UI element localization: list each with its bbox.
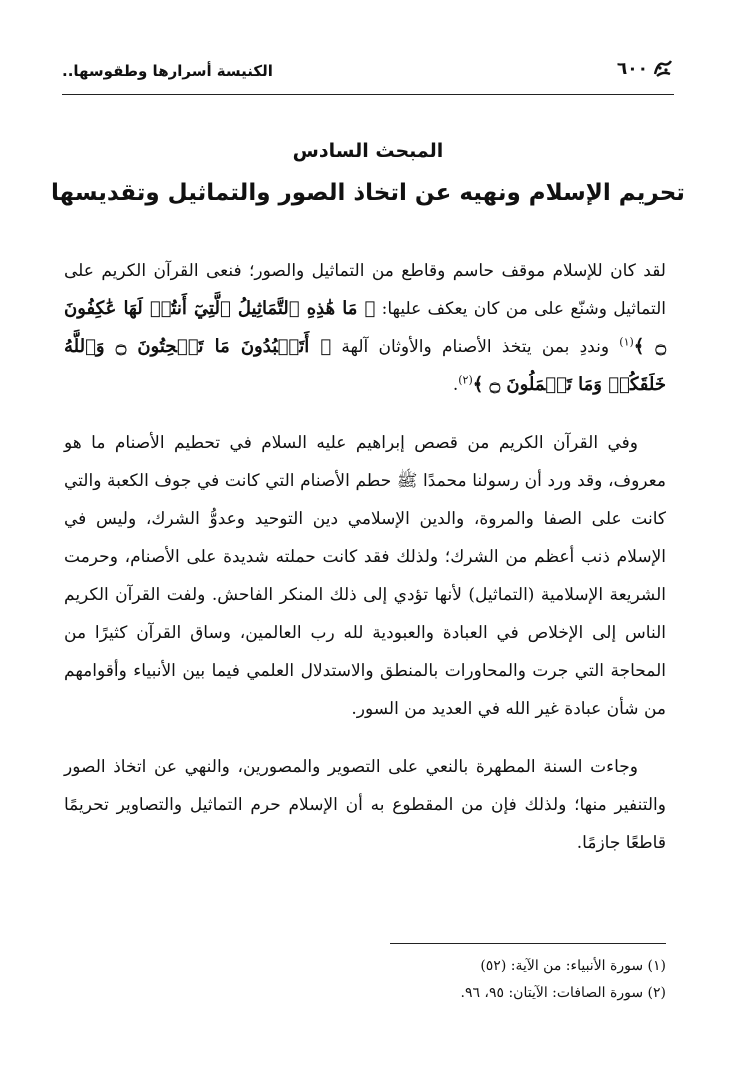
footnotes [64,953,666,1007]
page-header [62,58,674,92]
paragraph-1 [64,252,666,404]
header-divider [62,94,674,95]
footnote-1: (١) سورة الأنبياء: من الآية: (٥٢) [480,958,666,974]
ornament-icon [652,58,674,80]
paragraph-2: وفي القرآن الكريم من قصص إبراهيم عليه السلام في تحطيم الأصنام ما هو معروف، وقد ورد أن رسولنا محمدًا ﷺ حطم الأصنام التي كانت في جوف الكعبة والتي كانت على الصفا والمروة، والدين الإسلامي دين التوحيد وعدوُّ الشرك، وليس في الإسلام ذنب أعظم من الشرك؛ ولذلك فقد كانت حملته شديدة على الأصنام، وحرمت الشريعة الإسلامية (التماثيل) لأنها تؤدي إلى ذلك المنكر الفاحش. ولفت القرآن الكريم الناس إلى الإخلاص في العبادة والعبودية لله رب العالمين، وساق القرآن كثيرًا من المحاجة التي جرت والمحاورات بالمنطق والاستدلال العلمي فيما بين الأنبياء وأقوامهم من شأن عبادة غير الله في العديد من السور. [64,433,666,719]
paragraph-3: وجاءت السنة المطهرة بالنعي على التصوير والمصورين، والنهي عن اتخاذ الصور والتنفير منها؛ ولذلك فإن من المقطوع به أن الإسلام حرم التماثيل والتصاوير تحريمًا قاطعًا جازمًا. [64,757,666,853]
footnote-2: (٢) سورة الصافات: الآيتان: ٩٥، ٩٦. [460,985,666,1001]
paragraph-1-text-c: . [452,375,459,395]
footnote-ref-1[interactable]: (١) [619,335,634,349]
paragraph-1-text-a: لقد كان للإسلام موقف حاسم وقاطع من التماثيل والصور؛ فنعى القرآن الكريم على التماثيل وشنّع على من كان يعكف عليها: [64,261,667,319]
running-title: الكنيسة أسرارها وطقوسها.. [62,62,273,80]
page-number: ٦٠٠ [616,59,648,79]
section-label: المبحث السادس [292,140,444,162]
page-number-block [617,58,674,80]
quran-verse-1: ﴿ مَا هَٰذِهِ ٱلتَّمَاثِيلُ ٱلَّتِيٓ أَنتُمۡ لَهَا عَٰكِفُونَ ۝ ﴾ [64,298,666,357]
section-title: تحريم الإسلام ونهيه عن اتخاذ الصور والتماثيل وتقديسها [51,180,685,206]
footnote-ref-2[interactable]: (٢) [458,373,473,387]
paragraph-1-text-b: ونددِ بمن يتخذ الأصنام والأوثان آلهة [331,337,620,357]
footnote-divider [390,943,666,944]
quran-verse-2: ﴿ أَتَعۡبُدُونَ مَا تَنۡحِتُونَ ۝ وَٱللَّهُ خَلَقَكُمۡ وَمَا تَعۡمَلُونَ ۝ ﴾ [64,336,666,395]
body-text [64,252,666,882]
